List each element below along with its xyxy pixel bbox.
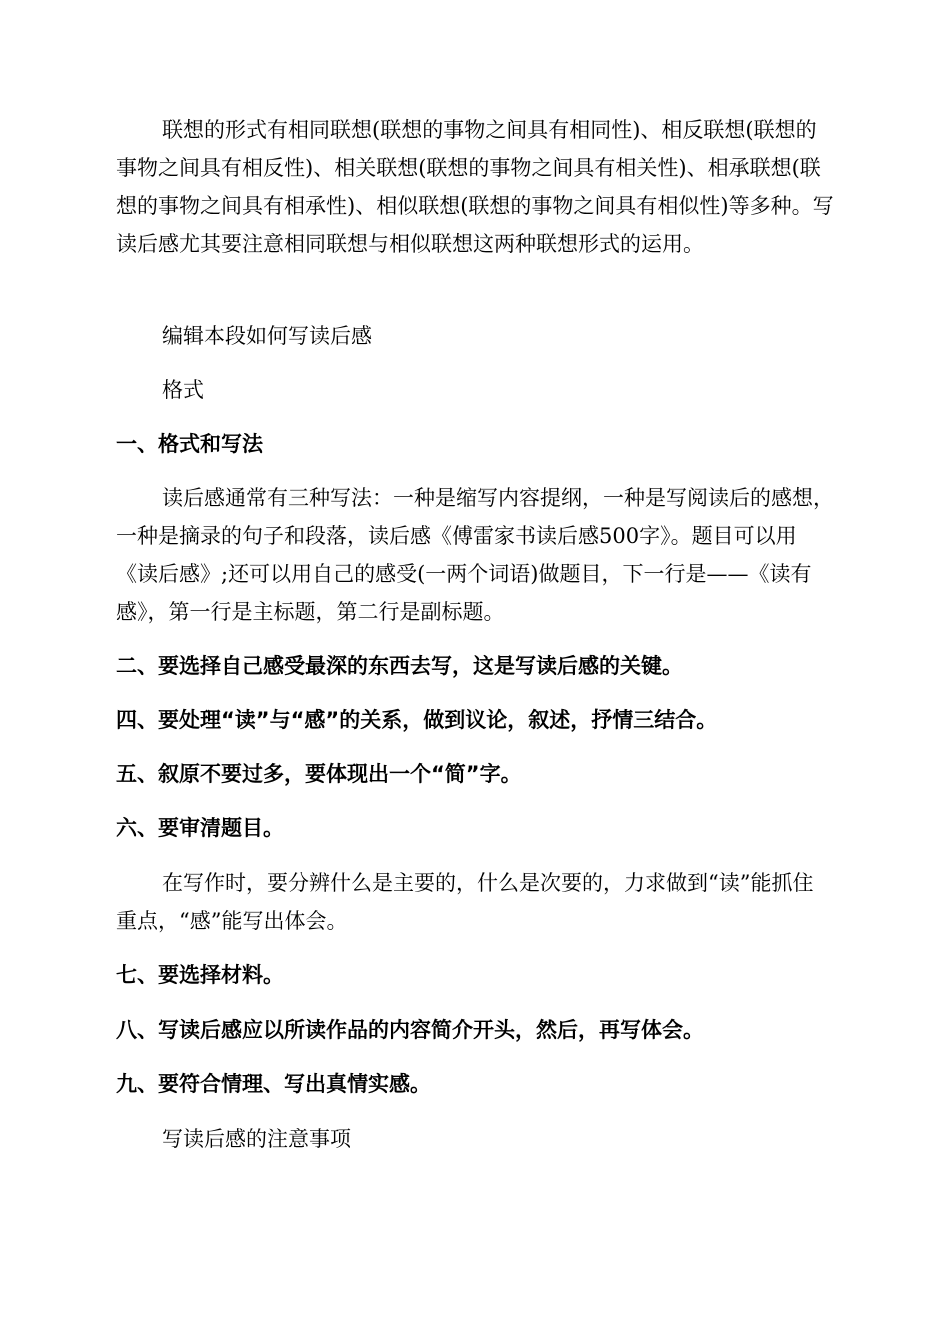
paragraph-association-forms: 联想的形式有相同联想(联想的事物之间具有相同性)、相反联想(联想的事物之间具有相反性)、相关联想(联想的事物之间具有相关性)、相承联想(联想的事物之间具有相承性)、相似联想(联想的事物之间具有相似性)等多种。写读后感尤其要注意相同联想与相似联想这两种联想形式的运用。	[116, 118, 834, 256]
notes-title: 写读后感的注意事项	[162, 1127, 351, 1151]
heading-2: 二、要选择自己感受最深的东西去写，这是写读后感的关键。	[116, 654, 683, 678]
heading-1: 一、格式和写法	[116, 432, 263, 456]
paragraph-writing: 在写作时，要分辨什么是主要的，什么是次要的，力求做到“读”能抓住重点，“感”能写出体会。	[116, 871, 814, 933]
heading-5: 五、叙原不要过多，要体现出一个“简”字。	[116, 762, 522, 786]
heading-7: 七、要选择材料。	[116, 963, 284, 987]
format-label: 格式	[162, 378, 204, 402]
heading-8: 八、写读后感应以所读作品的内容简介开头，然后，再写体会。	[116, 1018, 704, 1042]
heading-6: 六、要审清题目。	[116, 816, 284, 840]
heading-9: 九、要符合情理、写出真情实感。	[116, 1072, 431, 1096]
edit-section-title: 编辑本段如何写读后感	[162, 324, 372, 348]
paragraph-three-methods: 读后感通常有三种写法：一种是缩写内容提纲，一种是写阅读后的感想，一种是摘录的句子和段落，读后感《傅雷家书读后感500字》。题目可以用《读后感》;还可以用自己的感受(一两个词语)做题目，下一行是——《读有感》，第一行是主标题，第二行是副标题。	[116, 486, 834, 624]
heading-4: 四、要处理“读”与“感”的关系，做到议论，叙述，抒情三结合。	[116, 708, 718, 732]
